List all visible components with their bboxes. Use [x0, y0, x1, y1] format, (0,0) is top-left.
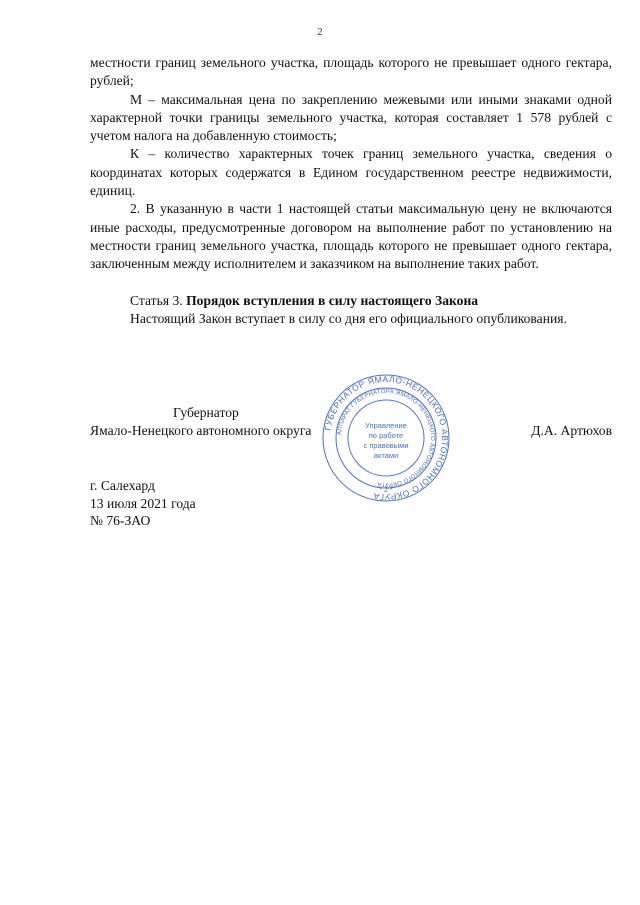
paragraph-k-definition: К – количество характерных точек границ земельного участка, сведения о координатах которых содержатся в Едином государственном реестре недвижимости, единиц.: [90, 146, 612, 199]
footer-number: № 76-ЗАО: [90, 513, 151, 528]
seal-center-line-3: с правовыми: [363, 441, 409, 450]
seal-center-line-1: Управление: [365, 421, 407, 430]
article-text: Настоящий Закон вступает в силу со дня его официального опубликования.: [130, 310, 567, 326]
paragraph-m-definition: М – максимальная цена по закреплению межевыми или иными знаками одной характерной точки границы земельного участка, которая составляет 1 578 рублей с учетом налога на добавленную стоимость;: [90, 91, 612, 144]
seal-center-line-4: актами: [373, 451, 399, 460]
seal-inner-text: АППАРАТ ГУБЕРНАТОРА ЯМАЛО-НЕНЕЦКОГО АВТОНОМНОГО ОКРУГА: [337, 388, 436, 488]
article-heading: [90, 292, 612, 310]
footer-date: 13 июля 2021 года: [90, 495, 196, 511]
seal-number: * 2 *: [379, 487, 393, 494]
paragraph-part-2: 2. В указанную в части 1 настоящей статьи максимальную цену не включаются иные расходы, предусмотренные договором на выполнение работ по установлению на местности границ земельного участка, площадь которого не превышает одного гектара, заключенным между исполнителем и заказчиком на выполнение таких работ.: [90, 201, 612, 272]
seal-center-line-2: по работе: [368, 431, 404, 440]
law-body: [90, 54, 612, 328]
article-label: Статья 3.: [130, 292, 183, 308]
signatory-region: Ямало-Ненецкого автономного округа: [90, 423, 312, 439]
seal-outer-text: ГУБЕРНАТОР ЯМАЛО-НЕНЕЦКОГО АВТОНОМНОГО ОКРУГА: [322, 373, 451, 503]
page-number: 2: [317, 26, 323, 38]
signatory-name: Д.А. Артюхов: [531, 423, 612, 438]
article-title: Порядок вступления в силу настоящего Закона: [186, 292, 479, 308]
signatory-position: Губернатор: [173, 405, 239, 420]
footer-city: г. Салехард: [90, 478, 155, 493]
document-footer: [90, 477, 196, 530]
paragraph-continuation: местности границ земельного участка, площадь которого не превышает одного гектара, рублей;: [90, 55, 612, 89]
signatory-title: [90, 404, 350, 441]
